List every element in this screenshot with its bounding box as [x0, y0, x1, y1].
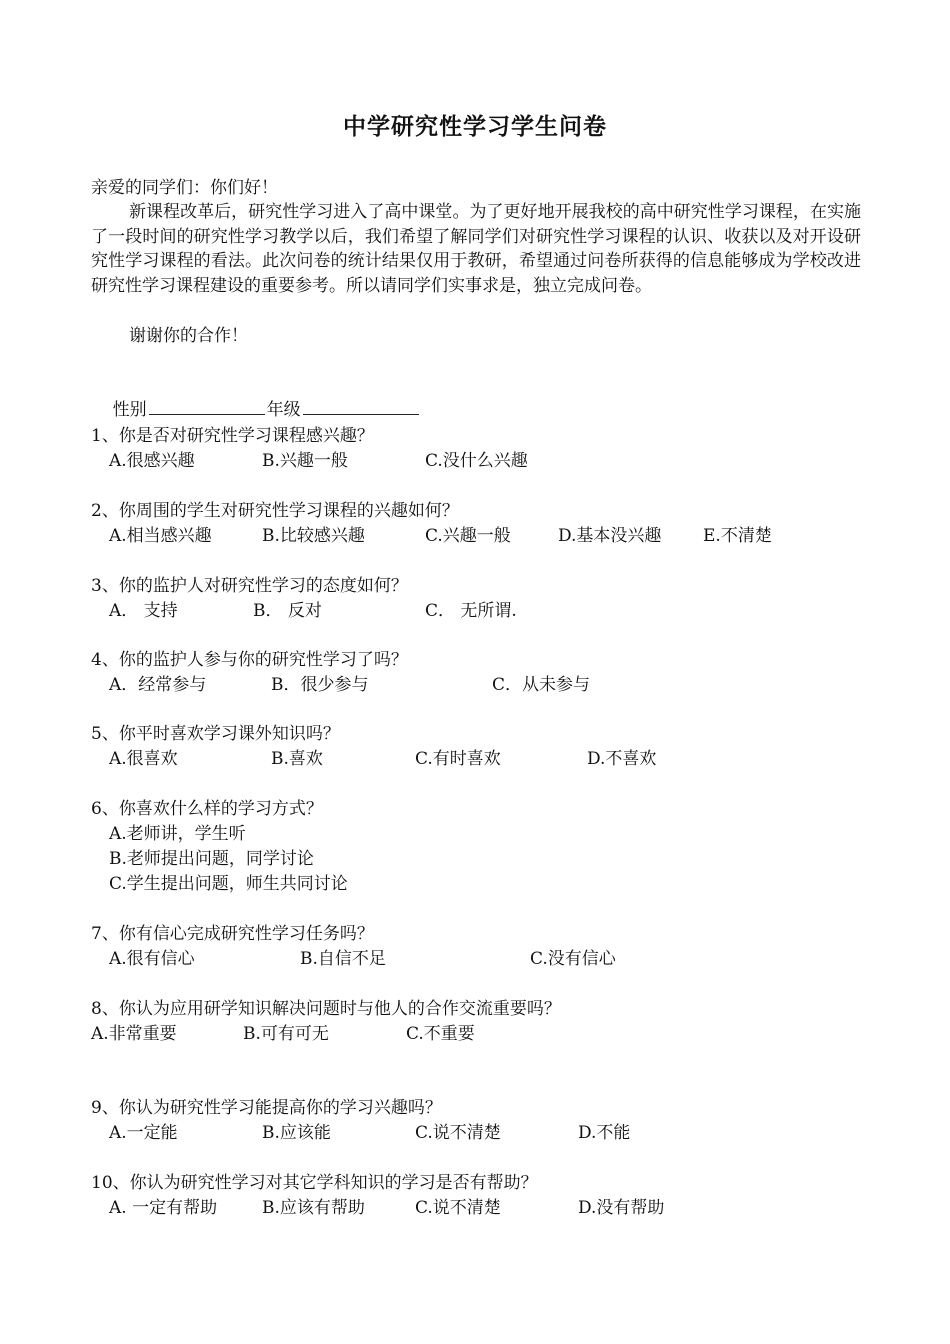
- grade-label: 年级: [266, 400, 301, 420]
- option[interactable]: B.自信不足: [300, 949, 386, 969]
- question-text: 4、你的监护人参与你的研究性学习了吗？: [91, 650, 408, 670]
- option[interactable]: A.一定能: [109, 1123, 178, 1143]
- question-text: 3、你的监护人对研究性学习的态度如何？: [91, 576, 408, 596]
- option[interactable]: C.学生提出问题，师生共同讨论: [109, 874, 348, 894]
- option[interactable]: B． 反对: [253, 601, 322, 621]
- gender-label: 性别: [112, 400, 147, 420]
- option[interactable]: C.说不清楚: [415, 1123, 501, 1143]
- option[interactable]: A.非常重要: [91, 1024, 177, 1044]
- question-text: 2、你周围的学生对研究性学习课程的兴趣如何？: [91, 501, 459, 521]
- option[interactable]: D.不喜欢: [587, 749, 657, 769]
- option[interactable]: A． 支持: [109, 601, 178, 621]
- option[interactable]: E.不清楚: [703, 526, 772, 546]
- thanks-line: 谢谢你的合作！: [129, 326, 248, 346]
- option[interactable]: A.很感兴趣: [109, 451, 195, 471]
- greeting: 亲爱的同学们：你们好！: [91, 178, 278, 198]
- page-title: 中学研究性学习学生问卷: [343, 113, 607, 140]
- option[interactable]: D.没有帮助: [578, 1198, 665, 1218]
- option[interactable]: C.不重要: [406, 1024, 475, 1044]
- option[interactable]: B.喜欢: [271, 749, 323, 769]
- question-text: 7、你有信心完成研究性学习任务吗？: [91, 924, 374, 944]
- option[interactable]: A.相当感兴趣: [109, 526, 212, 546]
- option[interactable]: B.老师提出问题，同学讨论: [109, 849, 314, 869]
- option[interactable]: C.兴趣一般: [425, 526, 511, 546]
- question-text: 10、你认为研究性学习对其它学科知识的学习是否有帮助？: [91, 1173, 538, 1193]
- option[interactable]: C.说不清楚: [415, 1198, 501, 1218]
- option[interactable]: C．从未参与: [492, 675, 591, 695]
- option[interactable]: C.没有信心: [530, 949, 616, 969]
- question-text: 1、你是否对研究性学习课程感兴趣？: [91, 426, 374, 446]
- option[interactable]: A. 一定有帮助: [109, 1198, 218, 1218]
- option[interactable]: C.有时喜欢: [415, 749, 501, 769]
- option[interactable]: A.很有信心: [109, 949, 195, 969]
- intro-paragraph: 新课程改革后，研究性学习进入了高中课堂。为了更好地开展我校的高中研究性学习课程，在实施了一段时间的研究性学习教学以后，我们希望了解同学们对研究性学习课程的认识、收获以及对开设研究性学习课程的看法。此次问卷的统计结果仅用于教研，希望通过问卷所获得的信息能够成为学校改进研究性学习课程建设的重要参考。所以请同学们实事求是，独立完成问卷。: [91, 202, 861, 296]
- option[interactable]: A.很喜欢: [109, 749, 178, 769]
- option[interactable]: B.应该能: [262, 1123, 331, 1143]
- question-text: 5、你平时喜欢学习课外知识吗？: [91, 724, 340, 744]
- grade-blank[interactable]: [303, 398, 419, 415]
- option[interactable]: A．经常参与: [109, 675, 207, 695]
- question-text: 9、你认为研究性学习能提高你的学习兴趣吗？: [91, 1098, 442, 1118]
- option[interactable]: C.没什么兴趣: [425, 451, 528, 471]
- option[interactable]: A.老师讲，学生听: [109, 824, 246, 844]
- option[interactable]: B.应该有帮助: [262, 1198, 365, 1218]
- gender-blank[interactable]: [149, 398, 265, 415]
- question-text: 6、你喜欢什么样的学习方式？: [91, 799, 323, 819]
- option[interactable]: B．很少参与: [271, 675, 369, 695]
- option[interactable]: C． 无所谓.: [425, 601, 517, 621]
- option[interactable]: D.基本没兴趣: [558, 526, 662, 546]
- option[interactable]: B.可有可无: [243, 1024, 329, 1044]
- option[interactable]: B.比较感兴趣: [262, 526, 365, 546]
- question-text: 8、你认为应用研学知识解决问题时与他人的合作交流重要吗？: [91, 999, 561, 1019]
- option[interactable]: D.不能: [578, 1123, 631, 1143]
- option[interactable]: B.兴趣一般: [262, 451, 348, 471]
